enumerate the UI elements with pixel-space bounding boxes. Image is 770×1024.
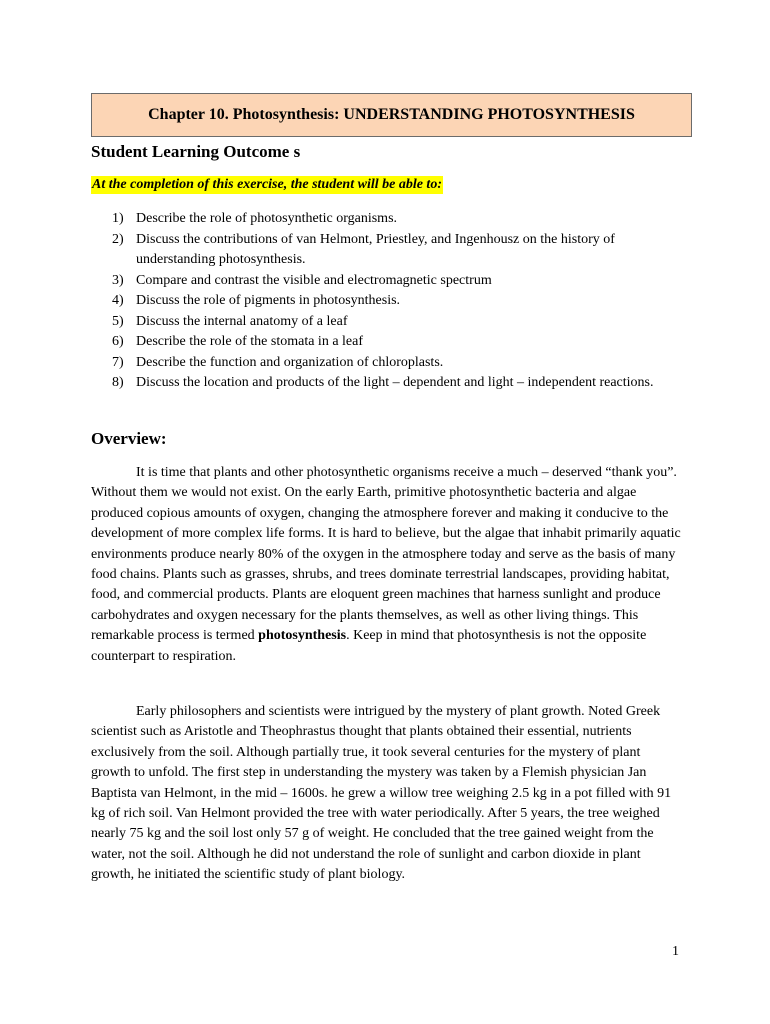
outcome-number: 1) — [112, 211, 124, 226]
outcome-item — [112, 230, 672, 271]
overview-heading: Overview: — [91, 429, 167, 448]
outcome-item — [112, 353, 672, 374]
outcome-item — [112, 332, 672, 353]
overview-paragraph-2: Early philosophers and scientists were intrigued by the mystery of plant growth. Noted Greek scientist such as Aristotle and Theophrastus thought that plants obtained their essential, nutrients exclusively from the soil. Although partially true, it took several centuries for the mystery of plant growth to unfold. The first step in understanding the mystery was taken by a Flemish physician Jan Baptista van Helmont, in the mid – 1600s. he grew a willow tree weighing 2.5 kg in a pot filled with 91 kg of rich soil. Van Helmont provided the tree with water periodically. After 5 years, the tree weighed nearly 75 kg and the soil lost only 57 g of weight. He concluded that the tree gained weight from the water, not the soil. Although he did not understand the role of sunlight and carbon dioxide in plant growth, he initiated the scientific study of plant biology. — [91, 704, 672, 883]
outcome-number: 4) — [112, 293, 124, 308]
outcome-number: 3) — [112, 272, 124, 288]
outcome-text: Discuss the internal anatomy of a leaf — [136, 313, 348, 329]
outcome-text: Discuss the role of pigments in photosynthesis. — [136, 293, 401, 308]
outcomes-list — [112, 209, 672, 394]
outcome-item — [112, 209, 672, 230]
overview-paragraph-1 — [91, 463, 683, 667]
photosynthesis-term: photosynthesis — [258, 628, 347, 644]
outcome-text: Discuss the location and products of the light – dependent and light – independent reactions. — [136, 375, 654, 390]
learning-outcomes-heading: Student Learning Outcome s — [91, 142, 301, 161]
outcome-item — [112, 312, 672, 333]
outcome-item — [112, 291, 672, 312]
outcome-number: 6) — [112, 334, 124, 349]
outcome-text: Describe the role of photosynthetic organisms. — [136, 211, 398, 226]
outcome-item — [112, 271, 672, 292]
chapter-title-box — [91, 93, 692, 137]
outcome-item — [112, 373, 672, 394]
page-number: 1 — [672, 944, 679, 959]
outcome-number: 7) — [112, 354, 124, 370]
outcome-number: 8) — [112, 375, 124, 390]
outcome-text: Compare and contrast the visible and electromagnetic spectrum — [136, 272, 492, 288]
paragraph-1-text: It is time that plants and other photosynthetic organisms receive a much – deserved “thank you”. Without them we would not exist. On the early Earth, primitive photosynthetic bacteria and algae produced copious amounts of oxygen, changing the atmosphere forever and making it conducive to the development of more complex life forms. It is hard to believe, but the algae that inhabit primarily aquatic environments produce nearly 80% of the oxygen in the atmosphere today and serve as the basis of many food chains. Plants such as grasses, shrubs, and trees dominate terrestrial landscapes, providing habitat, food, and commercial products. Plants are eloquent green machines that harness sunlight and produce carbohydrates and oxygen necessary for the plants themselves, as well as other living things. This remarkable process is termed — [91, 465, 681, 644]
outcomes-intro: At the completion of this exercise, the student will be able to: — [92, 177, 442, 192]
outcome-number: 5) — [112, 313, 124, 329]
outcome-text: Discuss the contributions of van Helmont, Priestley, and Ingenhousz on the history of understanding photosynthesis. — [136, 231, 615, 267]
outcome-text: Describe the role of the stomata in a leaf — [136, 334, 364, 349]
outcome-number: 2) — [112, 231, 124, 247]
chapter-title: Chapter 10. Photosynthesis: UNDERSTANDING PHOTOSYNTHESIS — [148, 106, 635, 123]
outcome-text: Describe the function and organization of chloroplasts. — [136, 354, 444, 370]
paragraph-1-text-end: . Keep in mind that photosynthesis is not the opposite counterpart to respiration. — [91, 628, 647, 664]
